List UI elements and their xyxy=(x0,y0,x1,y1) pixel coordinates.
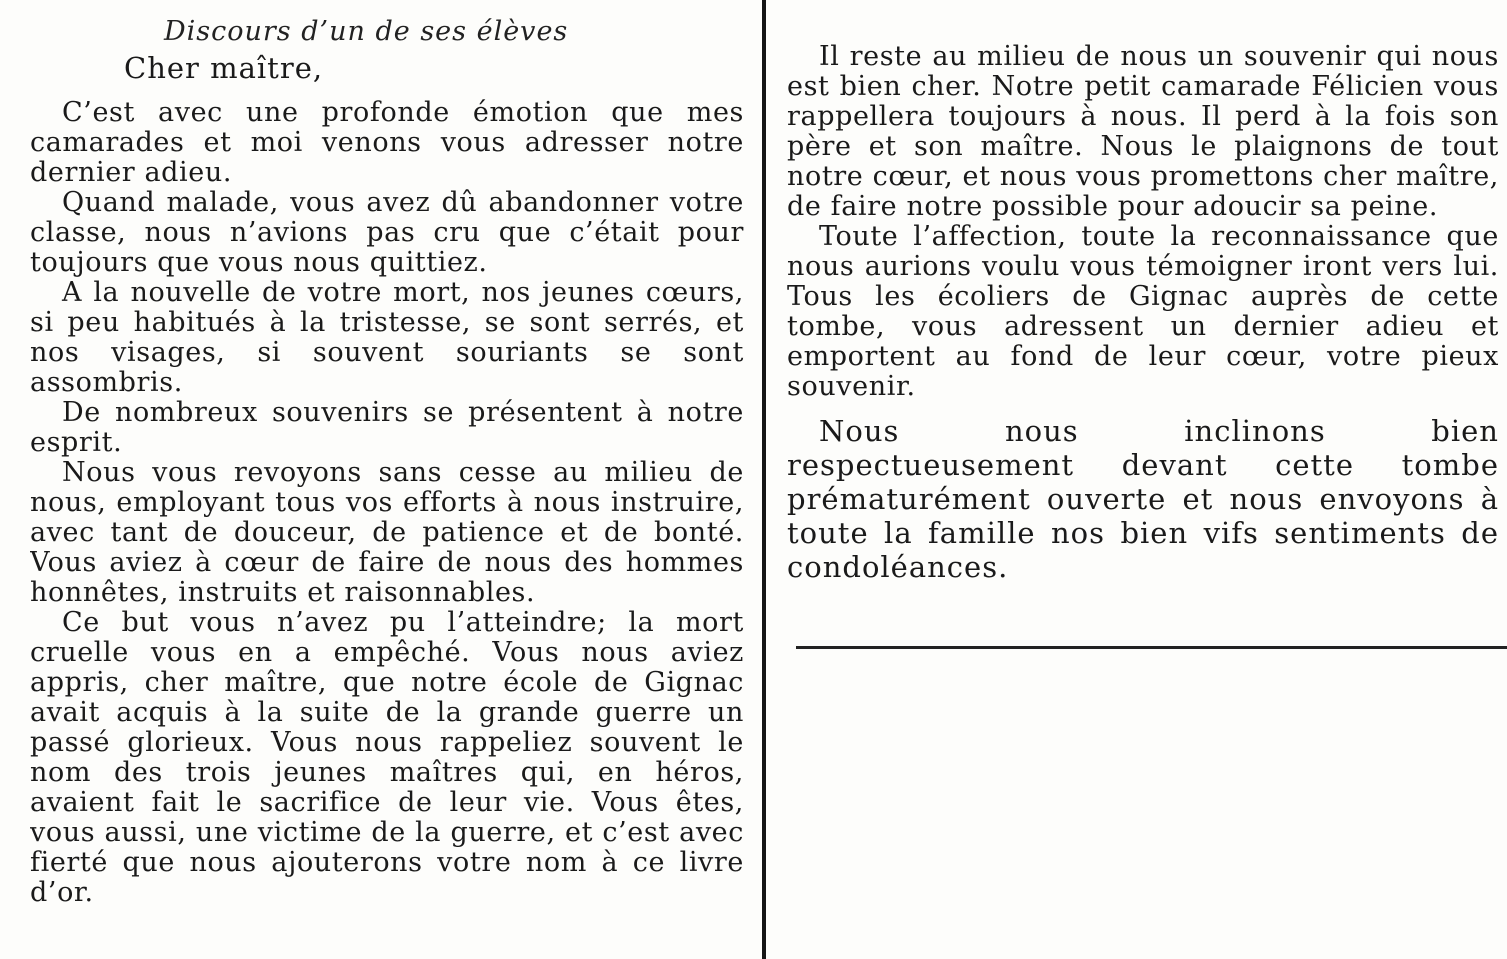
speech-title: Discours d’un de ses élèves xyxy=(164,16,569,47)
column-divider xyxy=(762,0,766,959)
paragraph: Quand malade, vous avez dû abandonner votre classe, nous n’avions pas cru que c’était pour toujours que vous nous quittiez. xyxy=(30,187,744,278)
paragraph: Il reste au milieu de nous un souvenir qui nous est bien cher. Notre petit camarade Félicien vous rappellera toujours à nous. Il perd à la fois son père et son maître. Nous le plaignons de tout notre cœur, et nous vous promettons cher maître, de faire notre possible pour adoucir sa peine. xyxy=(787,42,1499,222)
right-column xyxy=(787,42,1499,642)
paragraph: C’est avec une profonde émotion que mes camarades et moi venons vous adresser notre dernier adieu. xyxy=(30,97,744,188)
end-rule xyxy=(796,646,1507,649)
paragraph: Toute l’affection, toute la reconnaissance que nous aurions voulu vous témoigner iront vers lui. Tous les écoliers de Gignac auprès de cette tombe, vous adressent un dernier adieu et emportent au fond de leur cœur, votre pieux souvenir. xyxy=(787,221,1499,402)
paragraph: A la nouvelle de votre mort, nos jeunes cœurs, si peu habitués à la tristesse, se sont serrés, et nos visages, si souvent souriants se sont assombris. xyxy=(30,277,744,398)
paragraph: Ce but vous n’avez pu l’atteindre; la mort cruelle vous en a empêché. Vous nous aviez appris, cher maître, que notre école de Gignac avait acquis à la suite de la grande guerre un passé glorieux. Vous nous rappeliez souvent le nom des trois jeunes maîtres qui, en héros, avaient fait le sacrifice de leur vie. Vous êtes, vous aussi, une victime de la guerre, et c’est avec fierté que nous ajouterons votre nom à ce livre d’or. xyxy=(30,607,744,908)
paragraph: Nous vous revoyons sans cesse au milieu de nous, employant tous vos efforts à nous instruire, avec tant de douceur, de patience et de bonté. Vous aviez à cœur de faire de nous des hommes honnêtes, instruits et raisonnables. xyxy=(30,457,744,608)
paragraph: De nombreux souvenirs se présentent à notre esprit. xyxy=(30,397,744,458)
closing-paragraph: Nous nous inclinons bien respectueusement devant cette tombe prématurément ouverte et nous envoyons à toute la famille nos bien vifs sentiments de condoléances. xyxy=(787,414,1499,584)
salutation: Cher maître, xyxy=(124,51,324,85)
left-column xyxy=(30,12,744,957)
